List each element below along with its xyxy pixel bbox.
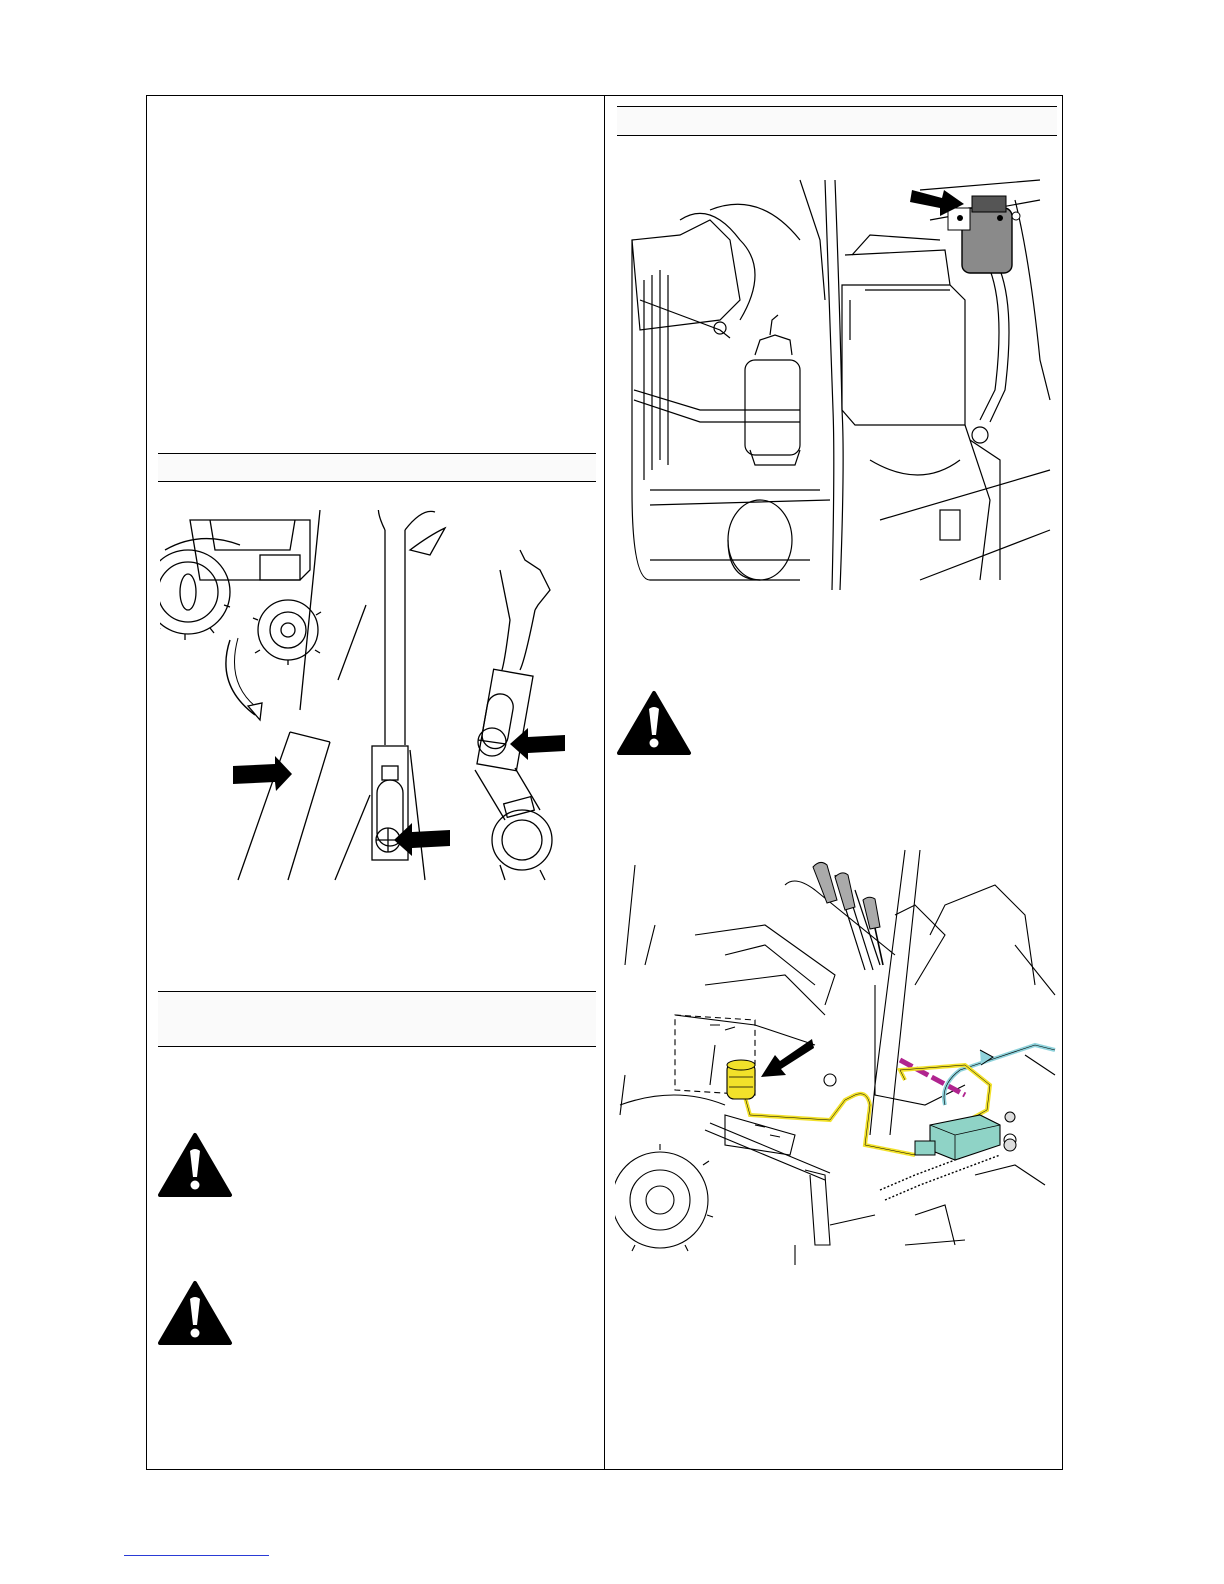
brake-fluid-reservoir-figure [620,160,1060,600]
column-divider [604,95,605,1470]
warning-triangle-icon [157,1132,233,1198]
hydraulic-valve-block [930,1115,1000,1160]
tractor-steering-column-figure [160,510,600,890]
warning-triangle-icon [616,690,692,756]
section-band-left-1 [158,453,596,482]
section-band-left-2 [158,991,596,1047]
warning-triangle-icon [157,1280,233,1346]
section-band-right-top [617,106,1057,136]
hydraulic-valve-figure [615,845,1060,1265]
footer-link-underline[interactable] [124,1555,269,1556]
